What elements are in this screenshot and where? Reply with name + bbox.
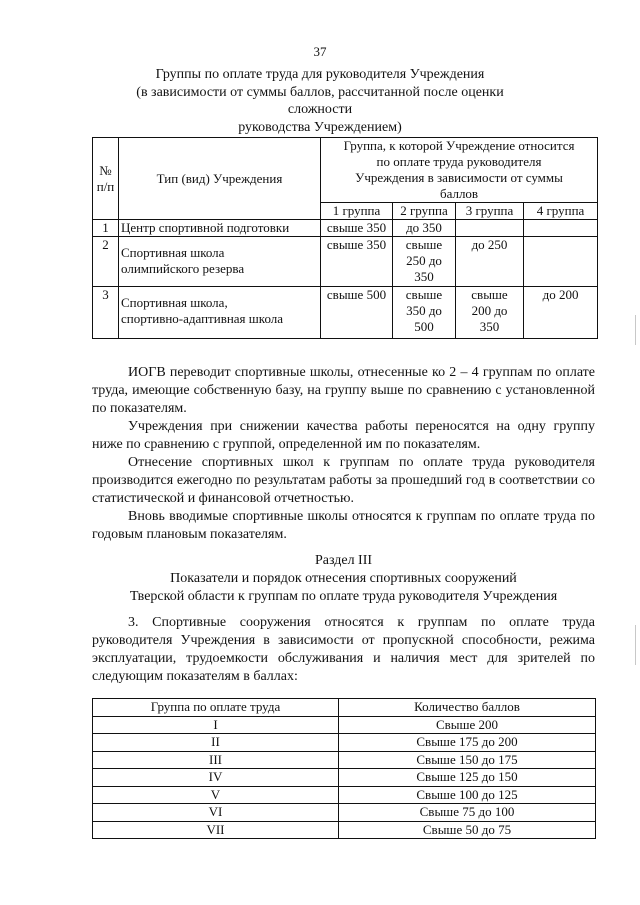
scan-margin-mark [635,625,636,665]
points-table [92,698,596,839]
page-number: 37 [313,44,327,59]
paragraph: Вновь вводимые спортивные школы относятся к группам по оплате труда по годовым плановым показателям. [92,509,595,542]
cell-points: Свыше 50 до 75 [339,821,596,839]
title-line: руководства Учреждением) [238,119,402,135]
row-g4 [524,220,598,237]
table-row [93,237,598,287]
table-row [93,220,598,237]
cell-group: IV [93,769,339,787]
cell-points: Свыше 150 до 175 [339,751,596,769]
table-row [93,804,596,822]
row-g3: свыше 200 до 350 [456,287,524,339]
header-group-4: 4 группа [524,203,598,220]
cell-group: V [93,786,339,804]
header-group: Группа, к которой Учреждение относится по оплате труда руководителя Учреждения в зависимости от суммы баллов [321,138,598,203]
header-type: Тип (вид) Учреждения [119,138,321,220]
cell-group: VII [93,821,339,839]
group-table [92,137,598,339]
header-num: № п/п [93,138,119,220]
cell-group: II [93,734,339,752]
cell-points: Свыше 125 до 150 [339,769,596,787]
row-num: 1 [93,220,119,237]
paragraph: Учреждения при снижении качества работы переносятся на одну группу ниже по сравнению с группой, определенной им по показателям. [92,419,595,452]
table-header-row [93,699,596,717]
row-type: Спортивная школа олимпийского резерва [119,237,321,287]
scan-margin-mark [635,315,636,345]
table-row [93,751,596,769]
table-title [110,66,530,136]
cell-points: Свыше 175 до 200 [339,734,596,752]
table-row [93,786,596,804]
row-g4: до 200 [524,287,598,339]
header-group-1: 1 группа [321,203,393,220]
table-row [93,287,598,339]
row-g1: свыше 500 [321,287,393,339]
header-points: Количество баллов [339,699,596,717]
section-heading: Раздел III [314,553,373,568]
cell-points: Свыше 75 до 100 [339,804,596,822]
cell-points: Свыше 200 [339,716,596,734]
row-g4 [524,237,598,287]
row-num: 2 [93,237,119,287]
row-g1: свыше 350 [321,237,393,287]
header-group-3: 3 группа [456,203,524,220]
row-g2: свыше 250 до 350 [393,237,456,287]
cell-group: I [93,716,339,734]
paragraph-3: 3. Спортивные сооружения относятся к группам по оплате труда руководителя Учреждения в зависимости от пропускной способности, режима эксплуатации, трудоемкости обслуживания и наличия мест для зрителей по следующим показателям в баллах: [92,615,595,684]
row-g1: свыше 350 [321,220,393,237]
table-row [93,716,596,734]
table-row [93,769,596,787]
header-group: Группа по оплате труда [93,699,339,717]
row-g2: до 350 [393,220,456,237]
row-g2: свыше 350 до 500 [393,287,456,339]
table-row [93,821,596,839]
title-line: (в зависимости от суммы баллов, рассчитанной после оценки сложности [136,84,504,117]
cell-group: VI [93,804,339,822]
paragraph: Отнесение спортивных школ к группам по оплате труда руководителя производится ежегодно по результатам работы за прошедший год в соответствии со статистической и финансовой отчетностью. [92,455,595,506]
section-subtitle: Показатели и порядок отнесения спортивных сооружений Тверской области к группам по оплате труда руководителя Учреждения [129,571,558,604]
row-type: Спортивная школа, спортивно-адаптивная школа [119,287,321,339]
cell-group: III [93,751,339,769]
row-num: 3 [93,287,119,339]
table-header-row [93,138,598,203]
cell-points: Свыше 100 до 125 [339,786,596,804]
table-row [93,734,596,752]
paragraph: ИОГВ переводит спортивные школы, отнесенные ко 2 – 4 группам по оплате труда, имеющие собственную базу, на группу выше по сравнению с установленной по показателям. [92,365,595,416]
title-line: Группы по оплате труда для руководителя Учреждения [155,67,485,82]
row-g3 [456,220,524,237]
header-group-2: 2 группа [393,203,456,220]
row-g3: до 250 [456,237,524,287]
row-type: Центр спортивной подготовки [119,220,321,237]
